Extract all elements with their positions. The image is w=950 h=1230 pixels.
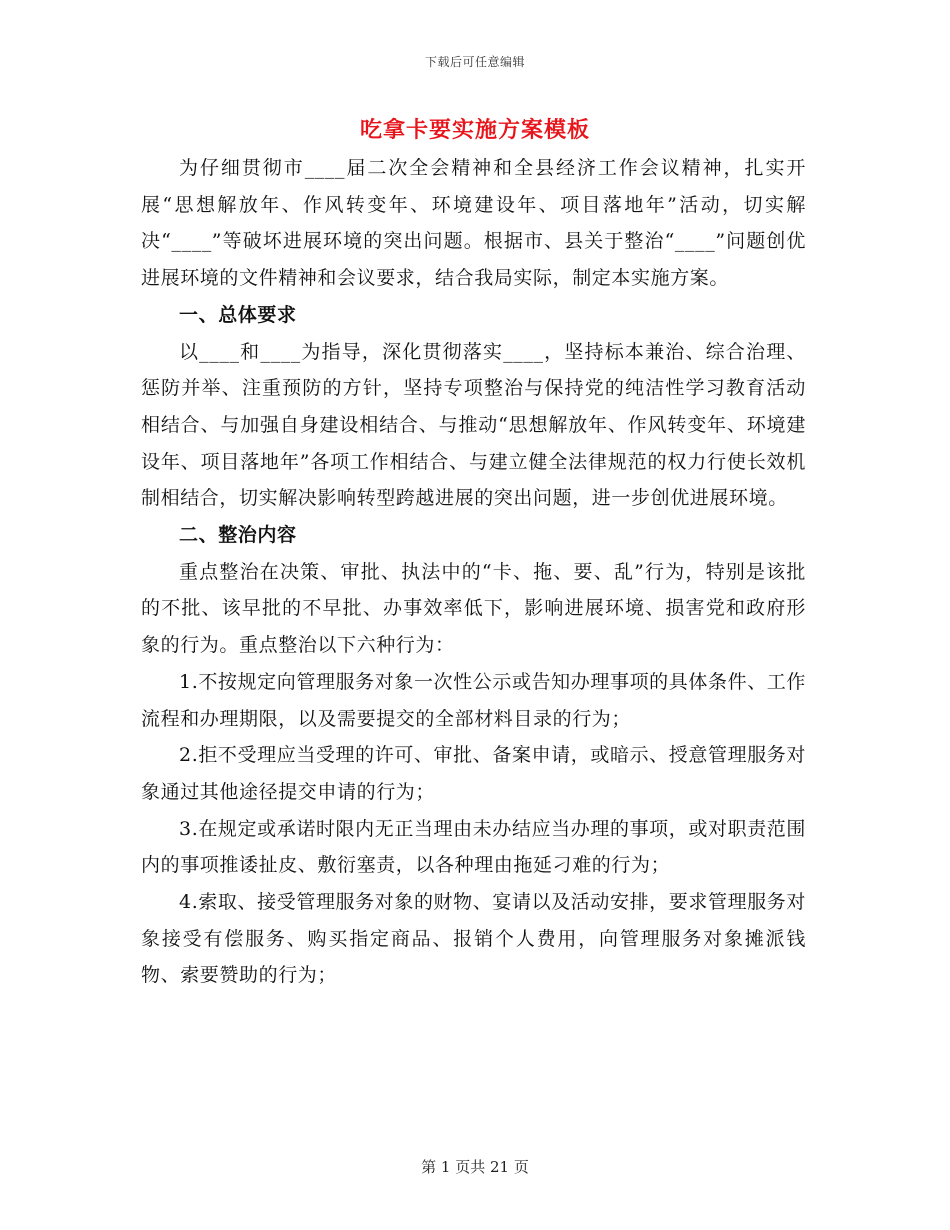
list-item-text: 不按规定向管理服务对象一次性公示或告知办理事项的具体条件、工作流程和办理期限，以及需要提交的全部材料目录的行为；: [141, 670, 806, 730]
section-heading-general-requirements: 一、总体要求: [179, 303, 297, 326]
list-item-text: 在规定或承诺时限内无正当理由未办结应当办理的事项，或对职责范围内的事项推诿扯皮、敷衍塞责，以各种理由拖延刁难的行为；: [141, 817, 806, 877]
list-item-number: 1.: [179, 670, 199, 693]
list-item-text: 索取、接受管理服务对象的财物、宴请以及活动安排，要求管理服务对象接受有偿服务、购买指定商品、报销个人费用，向管理服务对象摊派钱物、索要赞助的行为；: [141, 891, 806, 987]
list-item: [141, 737, 806, 810]
list-item-number: 2.: [179, 744, 199, 767]
section-heading-rectification-content: 二、整治内容: [179, 524, 297, 547]
section-paragraph-general-requirements: 以____和____为指导，深化贯彻落实____，坚持标本兼治、综合治理、惩防并举、注重预防的方针，坚持专项整治与保持党的纯洁性学习教育活动相结合、与加强自身建设相结合、与推动“思想解放年、作风转变年、环境建设年、项目落地年”各项工作相结合、与建立健全法律规范的权力行使长效机制相结合，切实解决影响转型跨越进展的突出问题，进一步创优进展环境。: [141, 340, 806, 510]
section-paragraph-rectification-intro: 重点整治在决策、审批、执法中的“卡、拖、要、乱”行为，特别是该批的不批、该早批的不早批、办事效率低下，影响进展环境、损害党和政府形象的行为。重点整治以下六种行为：: [141, 560, 806, 657]
page-header-note: 下载后可任意编辑: [424, 55, 525, 69]
document-body: [141, 150, 806, 994]
document-title: 吃拿卡要实施方案模板: [359, 117, 590, 143]
list-item: [141, 664, 806, 737]
list-item: [141, 884, 806, 994]
list-item: [141, 811, 806, 884]
list-item-number: 4.: [179, 891, 199, 914]
intro-paragraph: 为仔细贯彻市____届二次全会精神和全县经济工作会议精神，扎实开展“思想解放年、作风转变年、环境建设年、项目落地年”活动，切实解决“____”等破坏进展环境的突出问题。根据市、县关于整治“____”问题创优进展环境的文件精神和会议要求，结合我局实际，制定本实施方案。: [141, 157, 806, 290]
list-item-number: 3.: [179, 817, 199, 840]
list-item-text: 拒不受理应当受理的许可、审批、备案申请，或暗示、授意管理服务对象通过其他途径提交申请的行为；: [141, 744, 806, 803]
page-number: 第 1 页共 21 页: [421, 1158, 529, 1176]
